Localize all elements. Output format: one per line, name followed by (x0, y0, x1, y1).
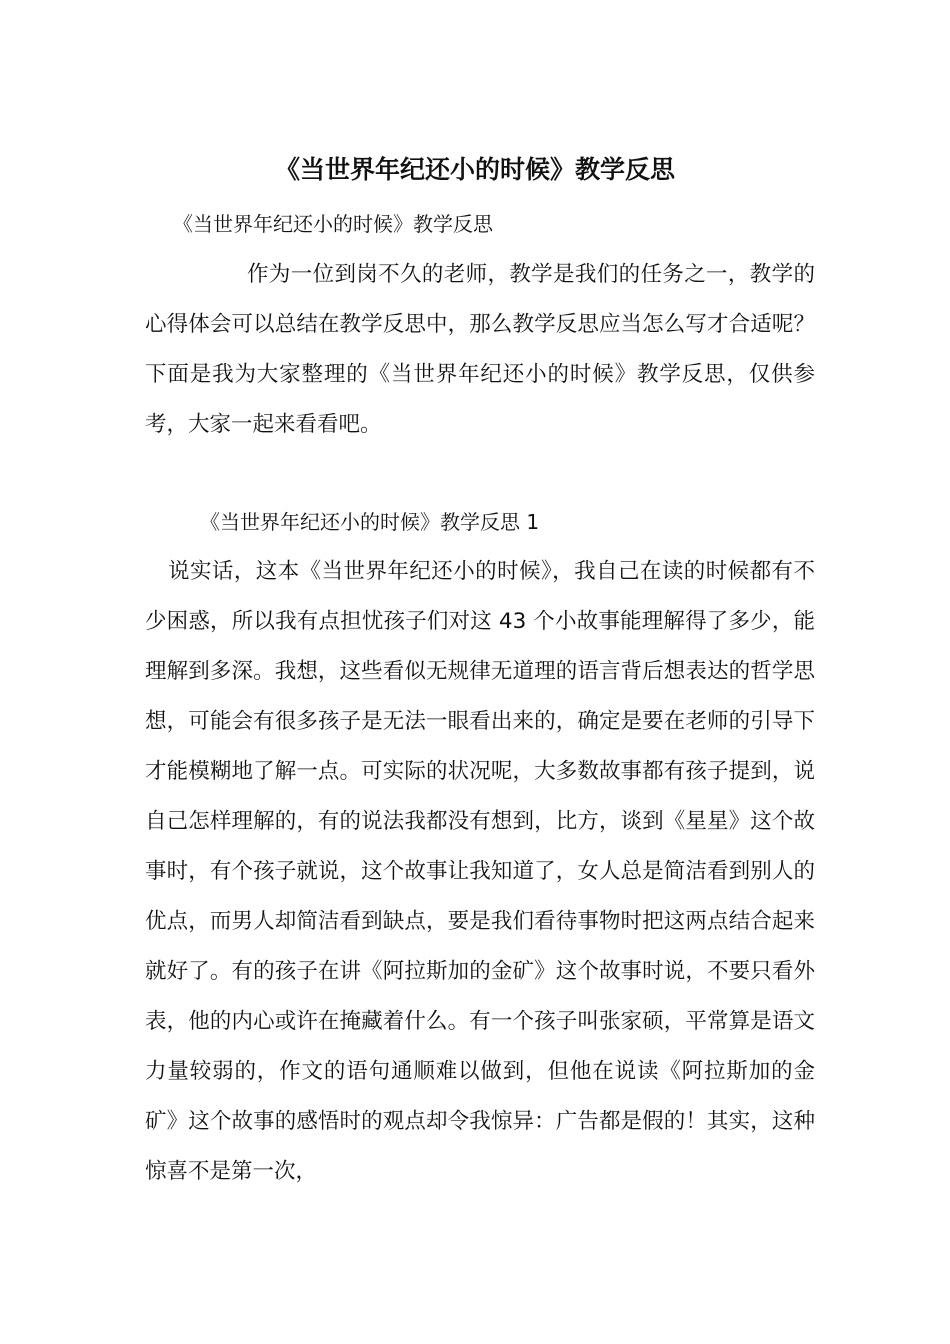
section-body-paragraph: 说实话，这本《当世界年纪还小的时候》，我自己在读的时候都有不少困惑，所以我有点担忧孩子们对这 43 个小故事能理解得了多少，能理解到多深。我想，这些看似无规律无道理的语言背后想表达的哲学思想，可能会有很多孩子是无法一眼看出来的，确定是要在老师的引导下才能模糊地了解一点。可实际的状况呢，大多数故事都有孩子提到，说自己怎样理解的，有的说法我都没有想到，比方，谈到《星星》这个故事时，有个孩子就说，这个故事让我知道了，女人总是简洁看到别人的优点，而男人却简洁看到缺点，要是我们看待事物时把这两点结合起来就好了。有的孩子在讲《阿拉斯加的金矿》这个故事时说，不要只看外表，他的内心或许在掩藏着什么。有一个孩子叫张家硕，平常算是语文力量较弱的，作文的语句通顺难以做到，但他在说读《阿拉斯加的金矿》这个故事的感悟时的观点却令我惊异：广告都是假的！其实，这种惊喜不是第一次， (145, 559, 815, 1184)
intro-paragraph: 作为一位到岗不久的老师，教学是我们的任务之一，教学的心得体会可以总结在教学反思中，那么教学反思应当怎么写才合适呢？下面是我为大家整理的《当世界年纪还小的时候》教学反思，仅供参考，大家一起来看看吧。 (145, 262, 815, 437)
document-subtitle: 《当世界年纪还小的时候》教学反思 (173, 212, 493, 236)
section-heading: 《当世界年纪还小的时候》教学反思 1 (200, 510, 540, 534)
document-title: 《当世界年纪还小的时候》教学反思 (274, 155, 675, 184)
